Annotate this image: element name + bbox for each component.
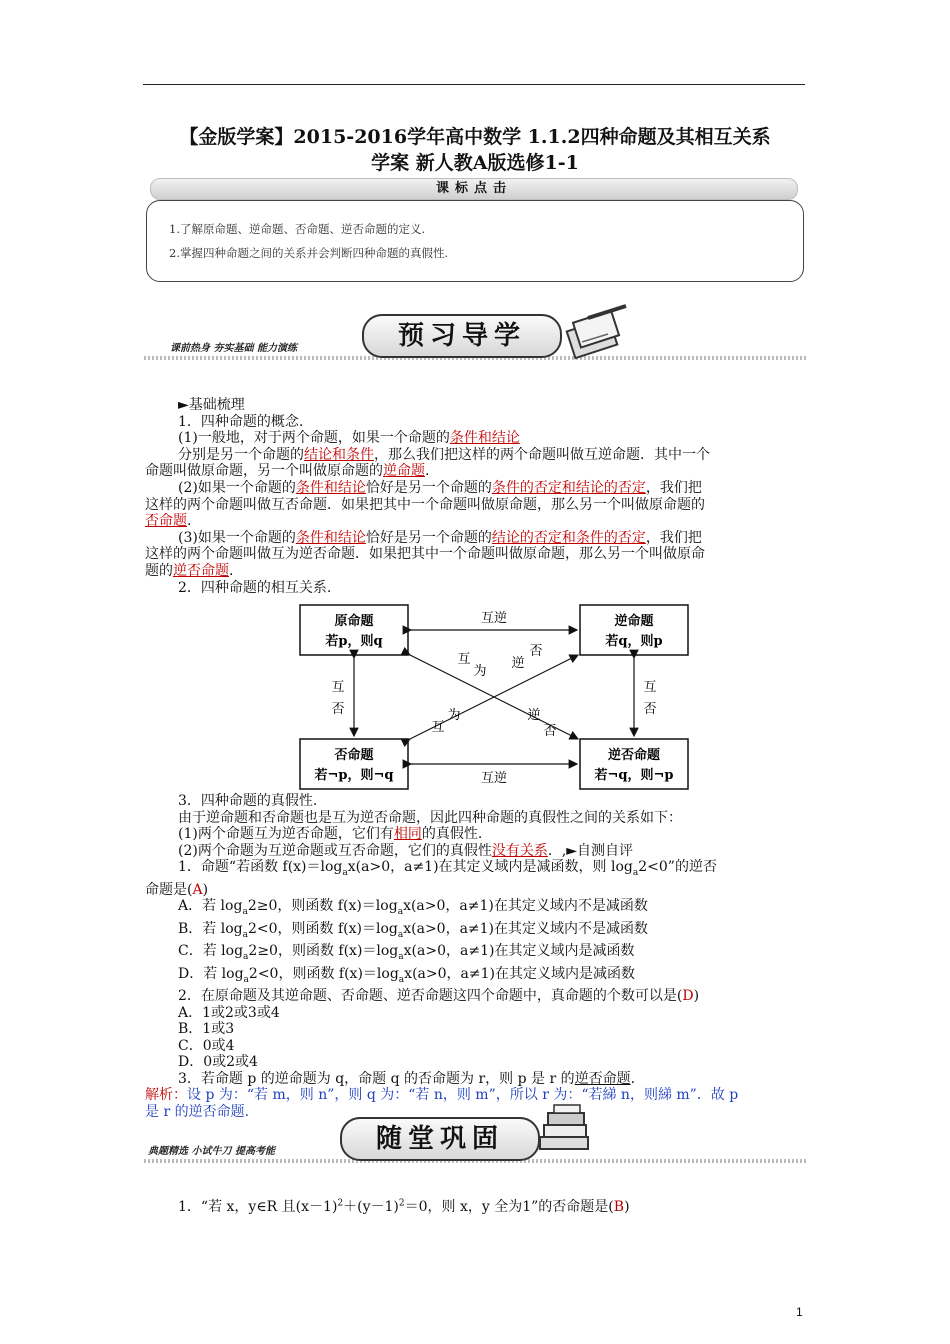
text-line: x(a>0，a≠1)在其定义域内是减函数，则 log [347, 859, 633, 876]
edge-label: 为 [473, 664, 487, 679]
text-line: 命题是( [145, 881, 193, 898]
box-label: 若¬q，则¬p [594, 768, 674, 783]
content-section-2 [145, 793, 807, 1121]
text-line: 1．命题“若函数 f(x)＝log [178, 859, 343, 876]
preview-banner [144, 300, 806, 362]
page-number: 1 [796, 1305, 803, 1319]
question-3: 3．若命题 p 的逆命题为 q，命题 q 的否命题为 r，则 p 是 r 的 [178, 1070, 575, 1087]
subscript: a [243, 974, 249, 985]
answer-blank: 相同 [393, 826, 422, 843]
text-line: 恰好是另一个命题的 [365, 479, 492, 496]
subscript: a [242, 929, 248, 940]
subscript: a [397, 907, 404, 918]
superscript: 2 [337, 1198, 344, 1209]
box-label: 逆否命题 [607, 748, 661, 763]
text-line: 2．四种命题的相互关系. [178, 579, 332, 596]
edge-label: 互逆 [480, 611, 508, 626]
box-label: 原命题 [334, 614, 374, 629]
question-2: ) [693, 987, 700, 1004]
banner-title: 预习导学 [362, 314, 562, 358]
answer-blank: 逆否命题 [173, 562, 229, 579]
subscript: a [632, 868, 639, 879]
option-b: B．若 log [178, 920, 243, 937]
subscript: a [242, 907, 248, 918]
solution-label: 解析： [145, 1087, 187, 1104]
text-line: ，我们把 [645, 479, 702, 496]
solution-text: 是 r 的逆否命题. [145, 1104, 250, 1121]
text-line: ＋(y－1) [343, 1199, 399, 1215]
superscript: 2 [398, 1198, 405, 1209]
text-line: 命题叫做原命题，另一个叫做原命题的 [145, 463, 383, 480]
edge-label: 否 [643, 702, 657, 717]
edge-label: 互逆 [480, 771, 508, 786]
box-label: 否命题 [334, 748, 374, 763]
option-a: x(a>0，a≠1)在其定义域内不是减函数 [403, 898, 648, 915]
option-c: C．0或4 [178, 1037, 235, 1054]
box-label: 若¬p，则¬q [314, 768, 394, 783]
answer-blank: 条件和结论 [295, 529, 366, 546]
option-b: 2<0，则函数 f(x)＝log [247, 920, 398, 937]
option-c: 2≥0，则函数 f(x)＝log [248, 943, 399, 960]
edge-label: 否 [543, 724, 557, 739]
option-d: 2<0，则函数 f(x)＝log [248, 965, 399, 982]
option-b: B．1或3 [178, 1021, 235, 1038]
text-line: (1)两个命题互为逆否命题，它们有 [178, 826, 394, 843]
text-line: ，我们把 [645, 529, 702, 546]
question-2: 2．在原命题及其逆命题、否命题、逆否命题这四个命题中，真命题的个数可以是( [178, 987, 683, 1004]
option-c: C．若 log [178, 943, 244, 960]
solution-text: 设 p 为：“若 m，则 n”，则 q 为：“若 n，则 m”，所以 r 为：“若綈 n，则綈 m”．故 p [187, 1087, 739, 1104]
answer-blank: 结论的否定和条件的否定 [491, 529, 646, 546]
course-goals-box [146, 200, 804, 282]
books-stack-icon [532, 1103, 596, 1163]
relationship-diagram [298, 603, 690, 791]
question-bottom-1 [178, 1196, 630, 1216]
option-b: x(a>0，a≠1)在其定义域内不是减函数 [403, 920, 649, 937]
subscript: a [342, 868, 348, 879]
subscript: a [243, 951, 249, 962]
answer-letter: A [192, 881, 203, 898]
option-d: D．0或2或4 [178, 1054, 258, 1071]
edge-label: 互 [431, 720, 445, 735]
answer-blank: 条件和结论 [295, 479, 366, 496]
banner-subtitle: 课前热身 夯实基础 能力演练 [170, 343, 297, 354]
option-c: x(a>0，a≠1)在其定义域内是减函数 [403, 943, 635, 960]
text-line: 这样的两个命题叫做互为逆否命题．如果把其中一个命题叫做原命题，那么另一个叫做原命 [145, 546, 705, 563]
text-line: 的真假性. [421, 826, 483, 843]
edge-label: 为 [447, 708, 461, 723]
subscript: a [397, 929, 404, 940]
document-title-line1: 【金版学案】2015-2016学年高中数学 1.1.2四种命题及其相互关系 [179, 126, 771, 148]
text-line: 分别是另一个命题的 [178, 446, 304, 463]
text-line: (1)一般地，对于两个命题，如果一个命题的 [178, 430, 450, 447]
subscript: a [398, 951, 404, 962]
text-line: ) [624, 1199, 630, 1215]
text-line: 题的 [145, 562, 173, 579]
option-d: D．若 log [178, 965, 244, 982]
content-section [145, 397, 807, 596]
answer-blank: 条件的否定和结论的否定 [491, 479, 646, 496]
text-line: ) [202, 881, 209, 898]
header-rule [143, 84, 805, 85]
answer-blank: 否命题 [145, 513, 187, 530]
edge-label: 否 [331, 702, 345, 717]
answer-blank: 逆命题 [383, 463, 425, 480]
practice-banner [144, 1103, 806, 1165]
edge-label: 否 [529, 644, 543, 659]
option-a: A．若 log [178, 898, 243, 915]
document-title-line2: 学案 新人教A版选修1-1 [371, 152, 579, 174]
answer-blank: 条件和结论 [449, 430, 520, 447]
answer-blank: 逆否命题 [574, 1070, 631, 1087]
goal-item-2: 2.掌握四种命题之间的关系并会判断四种命题的真假性. [169, 246, 449, 260]
subscript: a [398, 974, 405, 985]
answer-blank: 结论和条件 [304, 446, 374, 463]
edge-label: 互 [331, 680, 345, 695]
text-line: (2)两个命题为互逆命题或互否命题，它们的真假性 [178, 842, 492, 859]
course-goals-header: 课标点击 [150, 178, 798, 200]
answer-letter: B [613, 1199, 625, 1215]
box-label: 逆命题 [614, 614, 654, 629]
text-line: (3)如果一个命题的 [178, 529, 296, 546]
option-a: A．1或2或3或4 [178, 1004, 280, 1021]
text-line: 2<0”的逆否 [638, 859, 717, 876]
text-line: 1．四种命题的概念. [178, 413, 304, 430]
text-line: (2)如果一个命题的 [178, 479, 296, 496]
text-line: ，那么我们把这样的两个命题叫做互逆命题．其中一个 [374, 446, 710, 463]
text-line: 这样的两个命题叫做互否命题．如果把其中一个命题叫做原命题，那么另一个叫做原命题的 [145, 496, 705, 513]
text-line: 3．四种命题的真假性. [178, 793, 318, 809]
text-line: 由于逆命题和否命题也是互为逆否命题，因此四种命题的真假性之间的关系如下： [178, 809, 682, 826]
answer-blank: 没有关系 [491, 842, 548, 859]
edge-label: 逆 [511, 656, 525, 671]
edge-label: 逆 [527, 708, 541, 723]
text-line: 恰好是另一个命题的 [365, 529, 492, 546]
text-line: . [229, 562, 234, 579]
banner-subtitle: 典题精选 小试牛刀 提高考能 [148, 1146, 275, 1157]
question-3: . [630, 1070, 636, 1087]
option-d: x(a>0，a≠1)在其定义域内是减函数 [404, 965, 635, 982]
section-heading: ►基础梳理 [178, 397, 245, 413]
answer-letter: D [682, 987, 694, 1004]
edge-label: 互 [457, 652, 471, 667]
box-label: 若p，则q [325, 634, 383, 649]
goal-item-1: 1.了解原命题、逆命题、否命题、逆否命题的定义. [169, 222, 426, 236]
text-line: . [425, 463, 430, 480]
box-label: 若q，则p [605, 634, 663, 649]
text-line: ．,►自测自评 [547, 842, 634, 859]
text-line: 1．“若 x，y∈R 且(x－1) [178, 1199, 338, 1215]
book-pencil-icon [564, 302, 634, 360]
edge-label: 互 [643, 680, 657, 695]
option-a: 2≥0，则函数 f(x)＝log [247, 898, 398, 915]
text-line: ＝0，则 x，y 全为1”的否命题是( [404, 1199, 614, 1215]
text-line: . [187, 513, 192, 530]
banner-title: 随堂巩固 [340, 1117, 540, 1161]
